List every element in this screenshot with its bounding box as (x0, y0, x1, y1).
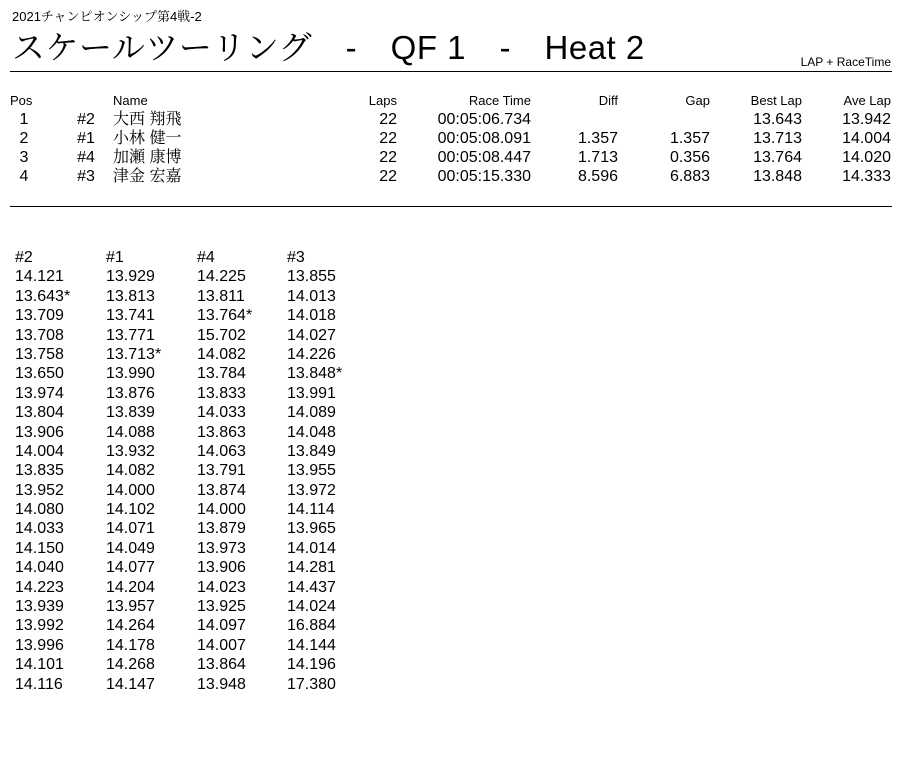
result-race-time: 00:05:06.734 (437, 111, 531, 128)
result-pos: 3 (19, 149, 29, 166)
lap-time-cell: 14.102 (106, 501, 155, 519)
lap-time-cell: 13.791 (197, 462, 246, 480)
lap-time-cell: 13.906 (197, 559, 246, 577)
lap-time-cell: 14.144 (287, 636, 336, 654)
lap-time-cell: 14.178 (106, 636, 155, 654)
lap-time-cell: 13.992 (15, 617, 64, 635)
title-divider (10, 71, 892, 72)
lap-time-cell: 13.939 (15, 598, 64, 616)
result-gap: 0.356 (669, 149, 710, 166)
lap-time-cell: 14.040 (15, 559, 64, 577)
result-car-number: #2 (77, 111, 95, 128)
lap-time-cell: 16.884 (287, 617, 336, 635)
table-row (0, 110, 900, 129)
lap-time-cell: 14.204 (106, 578, 155, 596)
lap-time-cell: 14.150 (15, 539, 64, 557)
lap-time-cell: 14.101 (15, 656, 64, 674)
result-laps: 22 (379, 149, 397, 166)
lap-time-cell: 14.004 (15, 442, 64, 460)
lap-time-cell: 13.965 (287, 520, 336, 538)
timing-mode-label: LAP + RaceTime (800, 55, 891, 69)
lap-time-cell: 13.855 (287, 268, 336, 286)
lap-header-driver: #3 (287, 249, 305, 266)
lap-time-cell: 14.082 (106, 462, 155, 480)
lap-time-cell: 14.000 (197, 501, 246, 519)
lap-time-cell: 13.874 (197, 481, 246, 499)
lap-time-cell: 14.027 (287, 326, 336, 344)
lap-time-cell: 14.088 (106, 423, 155, 441)
lap-time-cell: 13.835 (15, 462, 64, 480)
lap-time-cell: 13.741 (106, 307, 155, 325)
lap-time-cell: 14.097 (197, 617, 246, 635)
result-driver-name: 小林 健一 (113, 130, 182, 147)
lap-time-cell: 14.000 (106, 481, 155, 499)
lap-time-cell: 13.758 (15, 345, 64, 363)
lap-time-cell: 14.077 (106, 559, 155, 577)
results-table (0, 93, 900, 186)
lap-time-cell: 14.089 (287, 404, 336, 422)
lap-time-cell: 13.925 (197, 598, 246, 616)
lap-time-cell: 14.048 (287, 423, 336, 441)
lap-time-cell: 13.996 (15, 636, 64, 654)
header-ave-lap: Ave Lap (843, 93, 891, 108)
result-ave-lap: 14.004 (842, 130, 891, 147)
result-pos: 4 (19, 168, 29, 185)
result-car-number: #3 (77, 168, 95, 185)
lap-time-cell: 13.709 (15, 307, 64, 325)
lap-time-cell: 15.702 (197, 326, 246, 344)
result-best-lap: 13.643 (753, 111, 802, 128)
header-laps: Laps (368, 93, 397, 108)
lap-time-cell: 13.876 (106, 384, 155, 402)
result-car-number: #4 (77, 149, 95, 166)
lap-time-cell: 13.784 (197, 365, 246, 383)
lap-time-cell: 13.863 (197, 423, 246, 441)
lap-time-cell: 14.049 (106, 539, 155, 557)
lap-time-cell: 14.114 (287, 501, 335, 519)
lap-time-cell: 14.033 (197, 404, 246, 422)
results-divider (10, 206, 892, 207)
lap-time-cell: 13.973 (197, 539, 246, 557)
lap-time-cell: 13.972 (287, 481, 336, 499)
result-race-time: 00:05:15.330 (437, 168, 531, 185)
lap-time-cell: 13.879 (197, 520, 246, 538)
lap-time-cell: 14.071 (106, 520, 155, 538)
lap-time-cell: 14.268 (106, 656, 155, 674)
result-laps: 22 (379, 130, 397, 147)
lap-time-cell: 13.864 (197, 656, 246, 674)
lap-time-cell: 14.023 (197, 578, 246, 596)
table-row (0, 148, 900, 167)
lap-time-cell: 13.811 (197, 287, 245, 305)
lap-time-cell: 13.764* (197, 307, 253, 325)
lap-time-cell: 14.063 (197, 442, 246, 460)
lap-time-cell: 14.024 (287, 598, 336, 616)
lap-time-cell: 13.813 (106, 287, 155, 305)
result-gap: 6.883 (669, 168, 710, 185)
lap-time-cell: 13.713* (106, 345, 162, 363)
lap-time-cell: 14.437 (287, 578, 336, 596)
result-ave-lap: 14.020 (842, 149, 891, 166)
lap-time-cell: 14.080 (15, 501, 64, 519)
result-car-number: #1 (77, 130, 95, 147)
lap-time-cell: 13.643* (15, 287, 71, 305)
lap-time-cell: 13.848* (287, 365, 343, 383)
results-header-row (0, 93, 900, 109)
lap-time-cell: 14.264 (106, 617, 155, 635)
result-pos: 2 (19, 130, 29, 147)
result-diff: 1.713 (577, 149, 618, 166)
page-title: スケールツーリング - QF 1 - Heat 2 (12, 29, 645, 66)
result-driver-name: 津金 宏嘉 (113, 168, 182, 185)
header-best-lap: Best Lap (750, 93, 802, 108)
lap-time-cell: 13.957 (106, 598, 155, 616)
lap-time-cell: 14.116 (15, 675, 63, 693)
lap-time-cell: 13.804 (15, 404, 64, 422)
lap-time-cell: 14.225 (197, 268, 246, 286)
lap-time-cell: 13.955 (287, 462, 336, 480)
result-diff: 8.596 (577, 168, 618, 185)
lap-time-cell: 14.082 (197, 345, 246, 363)
lap-header-driver: #2 (15, 249, 33, 266)
header-race-time: Race Time (468, 93, 531, 108)
result-best-lap: 13.764 (753, 149, 802, 166)
lap-time-cell: 14.147 (106, 675, 155, 693)
header-gap: Gap (685, 93, 710, 108)
result-driver-name: 加瀬 康博 (113, 149, 182, 166)
lap-time-cell: 14.223 (15, 578, 64, 596)
result-ave-lap: 13.942 (842, 111, 891, 128)
event-subtitle: 2021チャンピオンシップ第4戦-2 (12, 9, 202, 24)
lap-time-cell: 14.281 (287, 559, 336, 577)
result-best-lap: 13.713 (753, 130, 802, 147)
table-row (0, 129, 900, 148)
lap-time-cell: 13.952 (15, 481, 64, 499)
result-ave-lap: 14.333 (842, 168, 891, 185)
lap-header-driver: #1 (106, 249, 124, 266)
header-pos: Pos (10, 93, 33, 108)
result-laps: 22 (379, 168, 397, 185)
lap-time-cell: 14.013 (287, 287, 336, 305)
lap-time-cell: 14.018 (287, 307, 336, 325)
lap-time-cell: 13.974 (15, 384, 64, 402)
lap-time-cell: 14.196 (287, 656, 336, 674)
lap-time-cell: 13.849 (287, 442, 336, 460)
result-driver-name: 大西 翔飛 (113, 111, 182, 128)
result-best-lap: 13.848 (753, 168, 802, 185)
lap-time-cell: 13.990 (106, 365, 155, 383)
lap-time-cell: 13.932 (106, 442, 155, 460)
lap-time-cell: 13.708 (15, 326, 64, 344)
lap-time-cell: 13.929 (106, 268, 155, 286)
lap-time-cell: 13.948 (197, 675, 246, 693)
result-race-time: 00:05:08.091 (437, 130, 531, 147)
result-laps: 22 (379, 111, 397, 128)
result-gap: 1.357 (669, 130, 710, 147)
result-pos: 1 (19, 111, 29, 128)
lap-time-cell: 13.839 (106, 404, 155, 422)
header-name: Name (113, 93, 148, 108)
result-diff: 1.357 (577, 130, 618, 147)
header-diff: Diff (598, 93, 618, 108)
lap-time-cell: 14.121 (15, 268, 64, 286)
lap-time-cell: 14.226 (287, 345, 336, 363)
lap-time-cell: 14.033 (15, 520, 64, 538)
lap-time-cell: 13.833 (197, 384, 246, 402)
lap-time-cell: 17.380 (287, 675, 336, 693)
lap-time-cell: 13.991 (287, 384, 336, 402)
lap-time-cell: 14.007 (197, 636, 246, 654)
lap-header-driver: #4 (197, 249, 215, 266)
lap-time-cell: 13.771 (106, 326, 155, 344)
table-row (0, 167, 900, 186)
result-race-time: 00:05:08.447 (437, 149, 531, 166)
lap-time-cell: 14.014 (287, 539, 336, 557)
lap-time-cell: 13.906 (15, 423, 64, 441)
lap-time-cell: 13.650 (15, 365, 64, 383)
